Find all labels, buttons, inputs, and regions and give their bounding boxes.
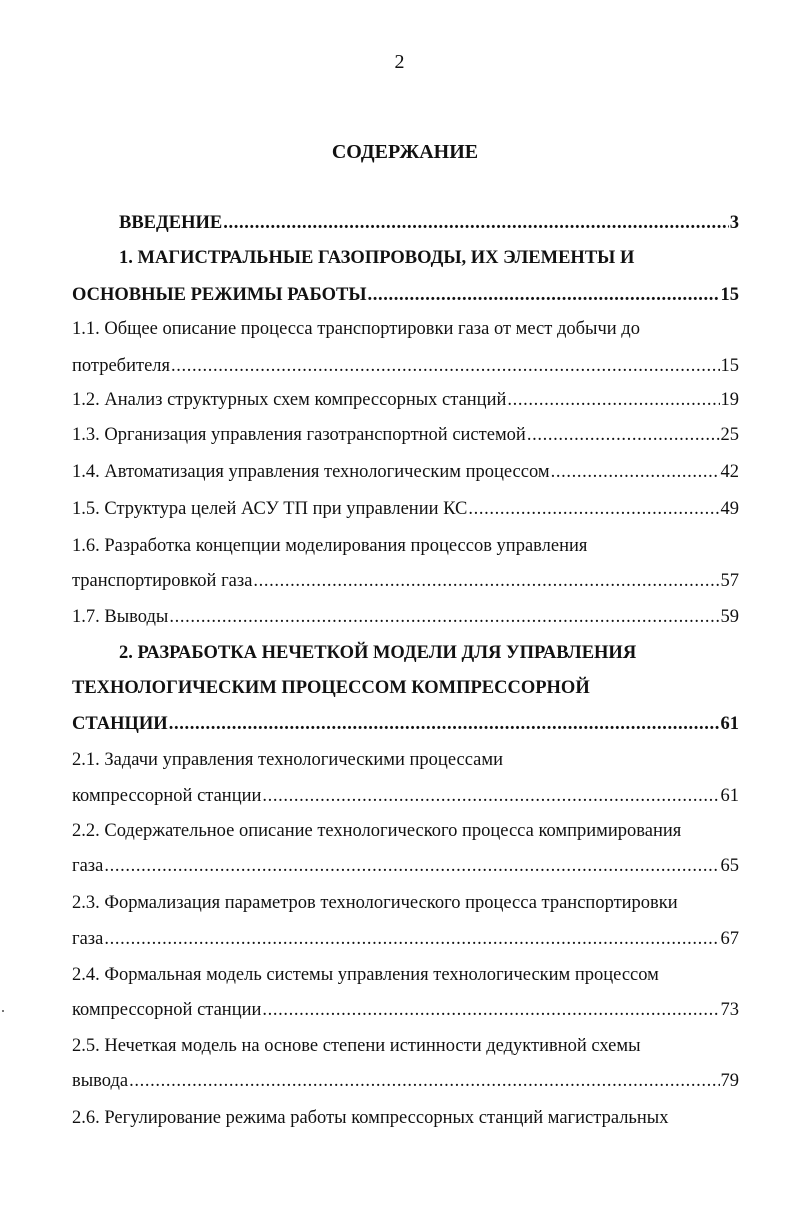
toc-page-number: 79 (720, 1071, 739, 1091)
toc-leader-dots (169, 711, 720, 737)
toc-entry-line: 2.1. Задачи управления технологическими процессами (72, 750, 503, 770)
toc-entry[interactable] (72, 387, 739, 413)
toc-entry-line: 2.4. Формальная модель системы управления технологическим процессом (72, 965, 659, 985)
toc-leader-dots (262, 783, 719, 809)
toc-leader-dots (551, 459, 720, 485)
toc-page-number: 73 (720, 1000, 739, 1020)
toc-page-number: 61 (720, 786, 739, 806)
toc-entry-title: газа (72, 856, 104, 876)
toc-entry-title: ВВЕДЕНИЕ (119, 213, 223, 233)
scan-speck (2, 1010, 4, 1012)
toc-entry-title: 1.3. Организация управления газотранспортной системой (72, 425, 526, 445)
toc-entry[interactable] (72, 459, 739, 485)
page-number: 2 (394, 51, 405, 73)
toc-leader-dots (468, 496, 719, 522)
toc-entry-title: вывода (72, 1071, 129, 1091)
toc-page-number: 15 (720, 356, 739, 376)
toc-page-number: 65 (720, 856, 739, 876)
toc-entry-line: 1.1. Общее описание процесса транспортировки газа от мест добычи до (72, 319, 640, 339)
toc-entry[interactable] (119, 210, 739, 236)
toc-entry-title: компрессорной станции (72, 1000, 262, 1020)
toc-entry[interactable] (72, 926, 739, 952)
toc-page-number: 57 (720, 571, 739, 591)
toc-entry[interactable] (72, 1068, 739, 1094)
toc-leader-dots (253, 568, 719, 594)
toc-leader-dots (104, 853, 719, 879)
toc-entry-line: 2.5. Нечеткая модель на основе степени истинности дедуктивной схемы (72, 1036, 641, 1056)
toc-leader-dots (104, 926, 719, 952)
toc-page-number: 49 (720, 499, 739, 519)
toc-entry[interactable] (72, 282, 739, 308)
toc-page-number: 42 (720, 462, 739, 482)
toc-page-number: 3 (729, 213, 739, 233)
toc-entry-line: ТЕХНОЛОГИЧЕСКИМ ПРОЦЕССОМ КОМПРЕССОРНОЙ (72, 678, 590, 698)
toc-leader-dots (169, 604, 719, 630)
toc-entry[interactable] (72, 853, 739, 879)
toc-entry-title: транспортировкой газа (72, 571, 253, 591)
toc-entry-title: компрессорной станции (72, 786, 262, 806)
toc-page-number: 67 (720, 929, 739, 949)
toc-entry[interactable] (72, 422, 739, 448)
toc-entry[interactable] (72, 604, 739, 630)
toc-title: СОДЕРЖАНИЕ (331, 141, 479, 163)
toc-entry-title: СТАНЦИИ (72, 714, 168, 734)
toc-leader-dots (527, 422, 720, 448)
toc-entry-title: потребителя (72, 356, 171, 376)
toc-entry[interactable] (72, 711, 739, 737)
toc-entry-title: 1.5. Структура целей АСУ ТП при управлении КС (72, 499, 468, 519)
toc-entry[interactable] (72, 997, 739, 1023)
toc-page-number: 25 (720, 425, 739, 445)
toc-leader-dots (262, 997, 719, 1023)
toc-page-number: 61 (720, 714, 739, 734)
toc-page-number: 15 (720, 285, 739, 305)
toc-entry[interactable] (72, 783, 739, 809)
toc-leader-dots (223, 210, 729, 236)
toc-entry-line: 2.2. Содержательное описание технологического процесса компримирования (72, 821, 682, 841)
toc-page-number: 59 (720, 607, 739, 627)
toc-entry-line: 1.6. Разработка концепции моделирования процессов управления (72, 536, 588, 556)
toc-entry-line: 2. РАЗРАБОТКА НЕЧЕТКОЙ МОДЕЛИ ДЛЯ УПРАВЛЕНИЯ (119, 643, 637, 663)
toc-entry-line: 2.3. Формализация параметров технологического процесса транспортировки (72, 893, 678, 913)
toc-page-number: 19 (720, 390, 739, 410)
toc-leader-dots (171, 353, 719, 379)
toc-entry-line: 2.6. Регулирование режима работы компрессорных станций магистральных (72, 1108, 669, 1128)
toc-leader-dots (507, 387, 719, 413)
toc-entry-line: 1. МАГИСТРАЛЬНЫЕ ГАЗОПРОВОДЫ, ИХ ЭЛЕМЕНТЫ И (119, 248, 635, 268)
toc-entry[interactable] (72, 353, 739, 379)
toc-entry-title: 1.2. Анализ структурных схем компрессорных станций (72, 390, 507, 410)
toc-entry-title: 1.4. Автоматизация управления технологическим процессом (72, 462, 550, 482)
toc-leader-dots (129, 1068, 719, 1094)
toc-entry-title: 1.7. Выводы (72, 607, 169, 627)
toc-entry[interactable] (72, 496, 739, 522)
toc-entry[interactable] (72, 568, 739, 594)
toc-entry-title: газа (72, 929, 104, 949)
toc-leader-dots (367, 282, 719, 308)
toc-entry-title: ОСНОВНЫЕ РЕЖИМЫ РАБОТЫ (72, 285, 367, 305)
